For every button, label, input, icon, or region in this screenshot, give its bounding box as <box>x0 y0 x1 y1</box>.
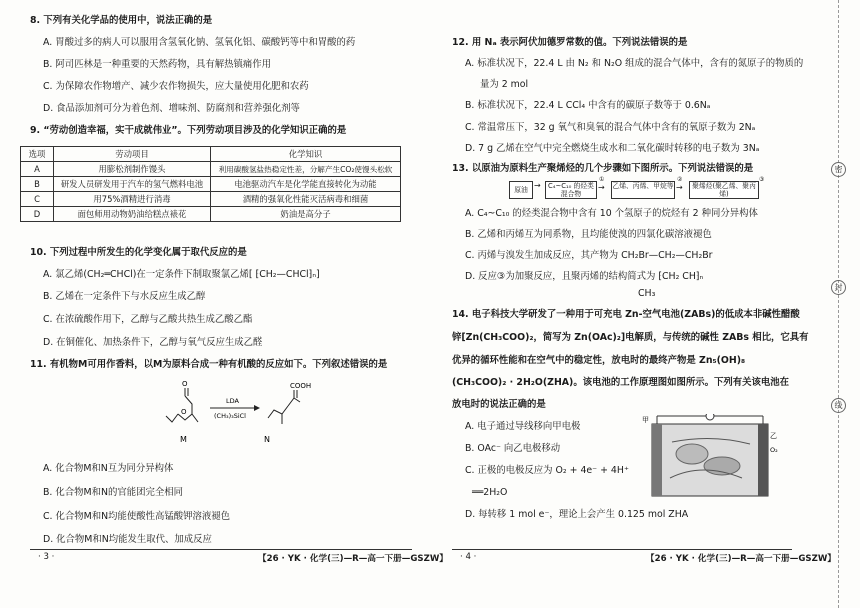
q11-option-a: A. 化合物M和N互为同分异构体 <box>43 463 174 474</box>
right-page-number: · 4 · <box>460 552 477 562</box>
flow-arrow: → <box>598 183 605 192</box>
table-cell: 酒精的强氧化性能灭活病毒和细菌 <box>211 192 401 207</box>
flow-step-1: ① <box>599 176 605 183</box>
q9-table <box>20 146 401 222</box>
table-cell: D <box>21 207 54 222</box>
q11-reaction-scheme <box>150 374 320 454</box>
right-footer-code: 【26 · YK · 化学(三)—R—高一下册—GSZW】 <box>646 554 836 564</box>
q10-title: 10. 下列过程中所发生的化学变化属于取代反应的是 <box>30 247 247 258</box>
q14-battery-diagram <box>642 414 782 502</box>
q8-title: 8. 下列有关化学品的使用中，说法正确的是 <box>30 15 213 26</box>
left-footer-code: 【26 · YK · 化学(三)—R—高一下册—GSZW】 <box>258 554 448 564</box>
table-row <box>21 192 401 207</box>
q11-title: 11. 有机物M可用作香料，以M为原料合成一种有机酸的反应如下。下列叙述错误的是 <box>30 359 388 370</box>
table-cell: B <box>21 177 54 192</box>
table-header-cell: 选项 <box>21 147 54 162</box>
table-cell: 用75%酒精进行消毒 <box>54 192 211 207</box>
q8-option-c: C. 为保障农作物增产、减少农作物损失，应大量使用化肥和农药 <box>43 81 309 92</box>
oxygen-label: O₂ <box>770 446 778 454</box>
table-cell: 电池驱动汽车是化学能直接转化为动能 <box>211 177 401 192</box>
electrode-yi-label: 乙 <box>770 432 777 440</box>
q14-option-d: D. 每转移 1 mol e⁻，理论上会产生 0.125 mol ZHA <box>465 509 689 520</box>
reaction-arrowhead <box>254 405 260 411</box>
left-page-number: · 3 · <box>38 552 55 562</box>
left-footer-rule <box>30 549 412 550</box>
compound-n-structure <box>268 390 300 424</box>
q12-option-b: B. 标准状况下，22.4 L CCl₄ 中含有的碳原子数等于 0.6Nₐ <box>465 100 711 111</box>
flow-step-3: ③ <box>759 176 765 183</box>
table-cell: 用膨松剂制作馒头 <box>54 162 211 177</box>
q13-option-a: A. C₄~C₁₀ 的烃类混合物中含有 10 个氢原子的烷烃有 2 种同分异构体 <box>465 208 758 219</box>
q14-title-line3: 优异的循环性能和在空气中的稳定性，放电时的最终产物是 Zn₅(OH)₈ <box>452 355 746 366</box>
zha-particle <box>676 444 708 464</box>
table-cell: 面包师用动物奶油给糕点裱花 <box>54 207 211 222</box>
table-row <box>21 177 401 192</box>
binding-dashed-line <box>838 0 839 608</box>
table-cell: 利用碳酸氢盐热稳定性差，分解产生CO₂使馒头松软 <box>211 162 401 177</box>
q10-option-a: A. 氯乙烯(CH₂═CHCl)在一定条件下制取聚氯乙烯[ ⁅CH₂—CHCl⁆ₙ] <box>43 269 320 280</box>
reagent-top-label: LDA <box>226 397 239 405</box>
table-header-cell: 劳动项目 <box>54 147 211 162</box>
flow-arrow: → <box>676 183 683 192</box>
table-header-row <box>21 147 401 162</box>
q10-option-b: B. 乙烯在一定条件下与水反应生成乙醇 <box>43 291 206 302</box>
q8-option-b: B. 阿司匹林是一种重要的天然药物，具有解热镇痛作用 <box>43 59 272 70</box>
compound-n-label: N <box>264 435 270 444</box>
q11-option-d: D. 化合物M和N均能发生取代、加成反应 <box>43 534 212 545</box>
table-cell: 奶油是高分子 <box>211 207 401 222</box>
compound-m-label: M <box>180 435 187 444</box>
q8-option-d: D. 食品添加剂可分为着色剂、增味剂、防腐剂和营养强化剂等 <box>43 103 300 114</box>
q12-title: 12. 用 Nₐ 表示阿伏加德罗常数的值。下列说法错误的是 <box>452 37 688 48</box>
q10-option-c: C. 在浓硫酸作用下，乙醇与乙酸共热生成乙酸乙酯 <box>43 314 253 325</box>
compound-m-structure <box>166 388 198 422</box>
atom-o-label: O <box>182 380 188 388</box>
q14-option-b: B. OAc⁻ 向乙电极移动 <box>465 443 561 454</box>
binding-mark-line: 线 <box>831 398 846 413</box>
atom-o-label: O <box>181 408 187 416</box>
flow-arrow: → <box>534 181 541 190</box>
q12-option-c: C. 常温常压下，32 g 氧气和臭氧的混合气体中含有的氧原子数为 2Nₐ <box>465 122 756 133</box>
electrode-jia-label: 甲 <box>642 416 649 424</box>
q14-title-line2: 锌[Zn(CH₃COO)₂，简写为 Zn(OAc)₂]电解质，与传统的碱性 ZABs 相比，它具有 <box>452 332 809 343</box>
flow-step-2: ② <box>677 176 683 183</box>
q14-option-c-line2: ══2H₂O <box>472 487 508 498</box>
table-header-cell: 化学知识 <box>211 147 401 162</box>
q14-title-line1: 14. 电子科技大学研发了一种用于可充电 Zn-空气电池(ZABs)的低成本非碱性醋酸 <box>452 309 800 320</box>
q12-option-a-line1: A. 标准状况下，22.4 L 由 N₂ 和 N₂O 组成的混合气体中，含有的氮原子的物质的 <box>465 58 804 69</box>
air-electrode <box>758 424 768 496</box>
flow-box-alkenes: 乙烯、丙烯、甲烷等 <box>611 181 675 199</box>
binding-mark-seal: 封 <box>831 280 846 295</box>
table-cell: 研发人员研发用于汽车的氢气燃料电池 <box>54 177 211 192</box>
table-cell: A <box>21 162 54 177</box>
table-cell: C <box>21 192 54 207</box>
q11-option-c: C. 化合物M和N均能使酸性高锰酸钾溶液褪色 <box>43 511 230 522</box>
q13-option-c: C. 丙烯与溴发生加成反应，其产物为 CH₂Br—CH₂—CH₂Br <box>465 250 713 261</box>
flow-box-crude-oil: 原油 <box>509 181 533 199</box>
q14-option-c-line1: C. 正极的电极反应为 O₂ + 4e⁻ + 4H⁺ <box>465 465 629 476</box>
q12-option-a-line2: 量为 2 mol <box>480 79 529 90</box>
atom-cooh-label: COOH <box>290 382 312 390</box>
flow-box-hydrocarbons: C₄~C₁₀ 的烃类混合物 <box>545 181 597 199</box>
q14-title-line4: (CH₃COO)₂ · 2H₂O(ZHA)。该电池的工作原理图如图所示。下列有关该电池在 <box>452 377 789 388</box>
q14-option-a: A. 电子通过导线移向甲电极 <box>465 421 581 432</box>
table-row <box>21 207 401 222</box>
q11-option-b: B. 化合物M和N的官能团完全相同 <box>43 487 183 498</box>
right-footer-rule <box>452 549 792 550</box>
q12-option-d: D. 7 g 乙烯在空气中完全燃烧生成水和二氧化碳时转移的电子数为 3Nₐ <box>465 143 760 154</box>
binding-mark-seal: 密 <box>831 162 846 177</box>
q13-title: 13. 以原油为原料生产聚烯烃的几个步骤如下图所示。下列说法错误的是 <box>452 163 754 174</box>
q13-option-d-substituent: CH₃ <box>638 288 656 299</box>
q13-option-b: B. 乙烯和丙烯互为同系物，且均能使溴的四氯化碳溶液褪色 <box>465 229 712 240</box>
flow-box-polyolefins: 聚烯烃(聚乙烯、聚丙烯) <box>689 181 759 199</box>
q10-option-d: D. 在铜催化、加热条件下，乙醇与氧气反应生成乙醛 <box>43 337 263 348</box>
zinc-electrode <box>652 424 662 496</box>
q9-title: 9. “劳动创造幸福，实干成就伟业”。下列劳动项目涉及的化学知识正确的是 <box>30 125 347 136</box>
reagent-bottom-label: (CH₃)₃SiCl <box>214 412 246 420</box>
q8-option-a: A. 胃酸过多的病人可以服用含氢氧化钠、氢氧化铝、碳酸钙等中和胃酸的药 <box>43 37 356 48</box>
bulb-icon <box>706 414 714 420</box>
q14-title-line5: 放电时的说法正确的是 <box>452 399 546 410</box>
q13-option-d: D. 反应③为加聚反应，且聚丙烯的结构简式为 ⁅CH₂ CH⁆ₙ <box>465 271 704 282</box>
table-row <box>21 162 401 177</box>
